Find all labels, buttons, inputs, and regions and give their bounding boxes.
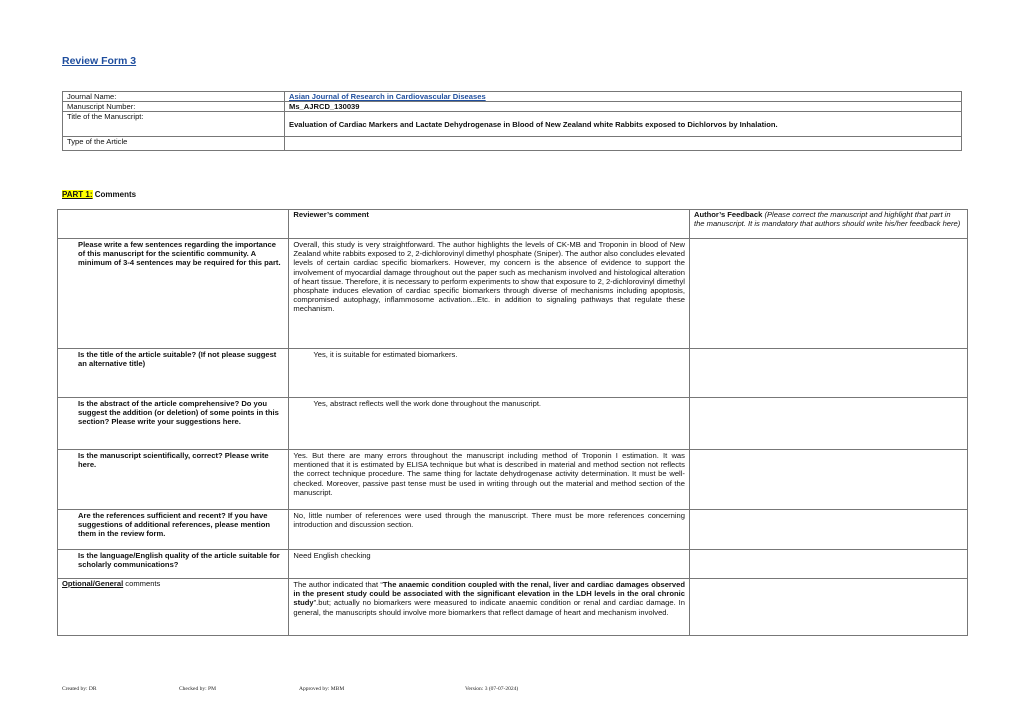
part1-label-rest: Comments bbox=[92, 190, 137, 199]
journal-row bbox=[63, 92, 962, 102]
feedback-abstract[interactable] bbox=[689, 398, 967, 450]
header-empty-cell bbox=[58, 210, 289, 239]
manuscript-title-label: Title of the Manuscript: bbox=[63, 112, 285, 136]
optional-answer-quote: The anaemic condition coupled with the renal, liver and cardiac damages observed in the present study could be associated with the significant elevation in the LDH levels in the oral chronic study bbox=[293, 580, 685, 608]
question-references: Are the references sufficient and recent? If you have suggestions of additional references, please mention them in the review form. bbox=[58, 510, 289, 550]
article-type-label: Type of the Article bbox=[63, 136, 285, 150]
answer-language: Need English checking bbox=[289, 550, 690, 579]
answer-title bbox=[289, 349, 690, 398]
optional-label-bold: Optional/General bbox=[62, 579, 124, 588]
optional-answer-pre: The author indicated that “ bbox=[293, 580, 383, 589]
answer-abstract-text: Yes, abstract reflects well the work done throughout the manuscript. bbox=[313, 399, 542, 408]
footer-created: Created by: DR bbox=[62, 686, 97, 692]
footer-version: Version: 3 (07-07-2024) bbox=[465, 686, 519, 692]
optional-answer-post: ”.but; actually no biomarkers were measured to indicate anaemic condition or renal and cardiac damage. In general, the manuscripts should involve more biomarkers that reflect damage of heart and mechanism involved. bbox=[293, 598, 685, 617]
footer-approved: Approved by: MBM bbox=[299, 686, 345, 692]
journal-link[interactable]: Asian Journal of Research in Cardiovascular Diseases bbox=[289, 92, 486, 101]
optional-comments-label bbox=[58, 579, 289, 636]
table-row bbox=[58, 239, 968, 349]
optional-label-rest: comments bbox=[123, 579, 161, 588]
answer-scientific: Yes. But there are many errors throughout the manuscript including method of Troponin I estimation. It was mentioned that it is estimated by ELISA technique but what is described in material and method section not reflects the correct technique procedure. The same thing for lactate dehydrogenase activity determination. It must be well-checked. Moreover, passive past tense must be used in writing through out the material and method section of the manuscript. bbox=[289, 450, 690, 510]
table-row bbox=[58, 510, 968, 550]
feedback-importance[interactable] bbox=[689, 239, 967, 349]
table-row bbox=[58, 450, 968, 510]
table-row bbox=[58, 398, 968, 450]
answer-optional bbox=[289, 579, 690, 636]
feedback-language[interactable] bbox=[689, 550, 967, 579]
manuscript-number-label: Manuscript Number: bbox=[63, 102, 285, 112]
answer-abstract bbox=[289, 398, 690, 450]
form-title: Review Form 3 bbox=[62, 55, 137, 67]
feedback-references[interactable] bbox=[689, 510, 967, 550]
part1-heading bbox=[62, 190, 136, 199]
article-type-value[interactable] bbox=[285, 136, 962, 150]
question-importance: Please write a few sentences regarding the importance of this manuscript for the scientific community. A minimum of 3-4 sentences may be required for this part. bbox=[58, 239, 289, 349]
question-title: Is the title of the article suitable? (If not please suggest an alternative title) bbox=[58, 349, 289, 398]
table-row bbox=[58, 579, 968, 636]
table-row bbox=[58, 550, 968, 579]
comments-table bbox=[57, 209, 968, 636]
feedback-title[interactable] bbox=[689, 349, 967, 398]
manuscript-number-row bbox=[63, 102, 962, 112]
part1-label: PART 1: bbox=[62, 190, 93, 199]
table-row bbox=[58, 349, 968, 398]
author-feedback-header bbox=[689, 210, 967, 239]
answer-title-text: Yes, it is suitable for estimated biomarkers. bbox=[313, 350, 458, 359]
manuscript-info-table bbox=[62, 91, 962, 151]
feedback-optional[interactable] bbox=[689, 579, 967, 636]
footer-checked: Checked by: PM bbox=[179, 686, 216, 692]
manuscript-number-value: Ms_AJRCD_130039 bbox=[285, 102, 962, 112]
question-abstract: Is the abstract of the article comprehensive? Do you suggest the addition (or deletion) of some points in this section? Please write your suggestions here. bbox=[58, 398, 289, 450]
comments-header-row bbox=[58, 210, 968, 239]
author-feedback-note: (Please correct the manuscript and highlight that part in the manuscript. It is mandatory that authors should write his/her feedback here) bbox=[693, 210, 961, 229]
answer-references: No, little number of references were used through the manuscript. There must be more references concerning introduction and discussion section. bbox=[289, 510, 690, 550]
question-language: Is the language/English quality of the article suitable for scholarly communications? bbox=[58, 550, 289, 579]
journal-label: Journal Name: bbox=[63, 92, 285, 102]
manuscript-title-value: Evaluation of Cardiac Markers and Lactate Dehydrogenase in Blood of New Zealand white Rabbits exposed to Dichlorvos by Inhalation. bbox=[285, 112, 962, 136]
article-type-row bbox=[63, 136, 962, 150]
manuscript-title-row bbox=[63, 112, 962, 136]
feedback-scientific[interactable] bbox=[689, 450, 967, 510]
author-feedback-title: Author’s Feedback bbox=[693, 210, 763, 219]
question-scientific: Is the manuscript scientifically, correct? Please write here. bbox=[58, 450, 289, 510]
reviewer-comment-header: Reviewer’s comment bbox=[289, 210, 690, 239]
answer-importance: Overall, this study is very straightforward. The author highlights the levels of CK-MB and Troponin in blood of New Zealand white rabbits exposed to 2, 2-dichlorovinyl dimethyl phosphate (Sniper). The author also concludes elevated levels of certain cardiac specific biomarkers. However, my concern is the absence of evidence to support the involvement of myocardial damage throughout out the paper such as mechanism involved and histological alteration of heart tissue. Therefore, it is necessary to perform experiments to show that exposure to 2, 2-dichlorovinyl dimethyl phosphate induces elevation of cardiac specific biomarkers through diverse of mechanisms including apoptosis, compromised autophagy, inflammosome activation...Etc. in addition to signaling pathways that regulate these mechanism. bbox=[289, 239, 690, 349]
